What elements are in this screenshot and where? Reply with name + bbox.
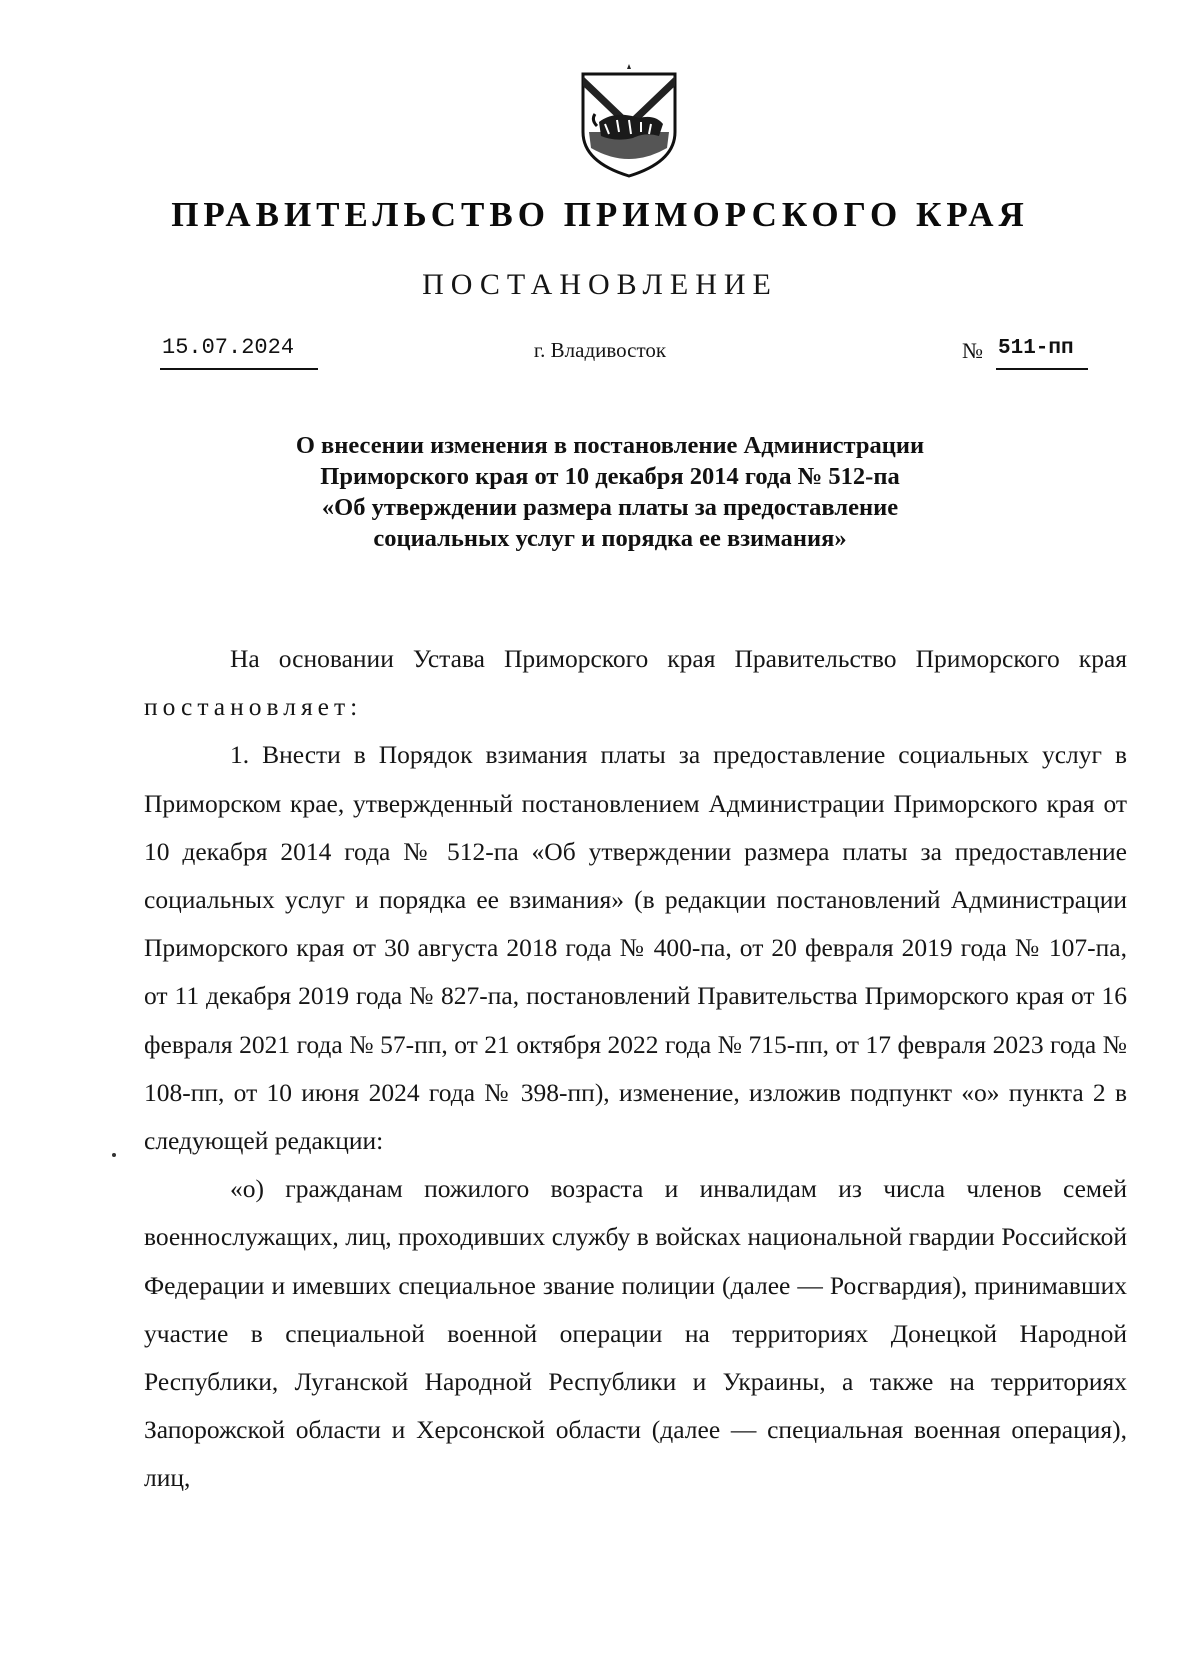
preamble-paragraph	[144, 635, 1127, 731]
primorsky-krai-coat-of-arms-icon	[575, 62, 683, 180]
document-subject	[260, 430, 960, 554]
item-1-paragraph: 1. Внести в Порядок взимания платы за предоставление социальных услуг в Приморском крае, утвержденный постановлением Администрации Приморского края от 10 декабря 2014 года № 512-па «Об утверждении размера платы за предоставление социальных услуг и порядка ее взимания» (в редакции постановлений Администрации Приморского края от 30 августа 2018 года № 400-па, от 20 февраля 2019 года № 107-па, от 11 декабря 2019 года № 827-па, постановлений Правительства Приморского края от 16 февраля 2021 года № 57-пп, от 21 октября 2022 года № 715-пп, от 17 февраля 2023 года № 108-пп, от 10 июня 2024 года № 398-пп), изменение, изложив подпункт «о» пункта 2 в следующей редакции:	[144, 740, 1127, 1156]
preamble-text: На основании Устава Приморского края Правительство Приморского края	[230, 644, 1127, 673]
date-underline	[160, 368, 318, 370]
subject-line: Приморского края от 10 декабря 2014 года № 512-па	[320, 463, 900, 490]
document-city: г. Владивосток	[533, 338, 667, 362]
item-o-paragraph: «о) гражданам пожилого возраста и инвалидам из числа членов семей военнослужащих, лиц, проходивших службу в войсках национальной гвардии Российской Федерации и имевших специальное звание полиции (далее — Росгвардия), принимавших участие в специальной военной операции на территориях Донецкой Народной Республики, Луганской Народной Республики и Украины, а также на территориях Запорожской области и Херсонской области (далее — специальная военная операция), лиц,	[144, 1174, 1127, 1493]
subject-line: «Об утверждении размера платы за предоставление	[321, 494, 899, 521]
document-date: 15.07.2024	[162, 335, 295, 360]
document-body	[144, 635, 1127, 1503]
organization-title: ПРАВИТЕЛЬСТВО ПРИМОРСКОГО КРАЯ	[171, 195, 1029, 234]
subject-line: О внесении изменения в постановление Администрации	[295, 432, 925, 459]
subject-line: социальных услуг и порядка ее взимания»	[373, 525, 847, 552]
preamble-verb: постановляет:	[144, 692, 363, 722]
document-number-label: №	[962, 338, 983, 363]
number-underline	[996, 368, 1088, 370]
document-number: 511-пп	[998, 337, 1074, 360]
scan-mark	[112, 1153, 116, 1157]
document-type-heading: ПОСТАНОВЛЕНИЕ	[422, 268, 778, 301]
